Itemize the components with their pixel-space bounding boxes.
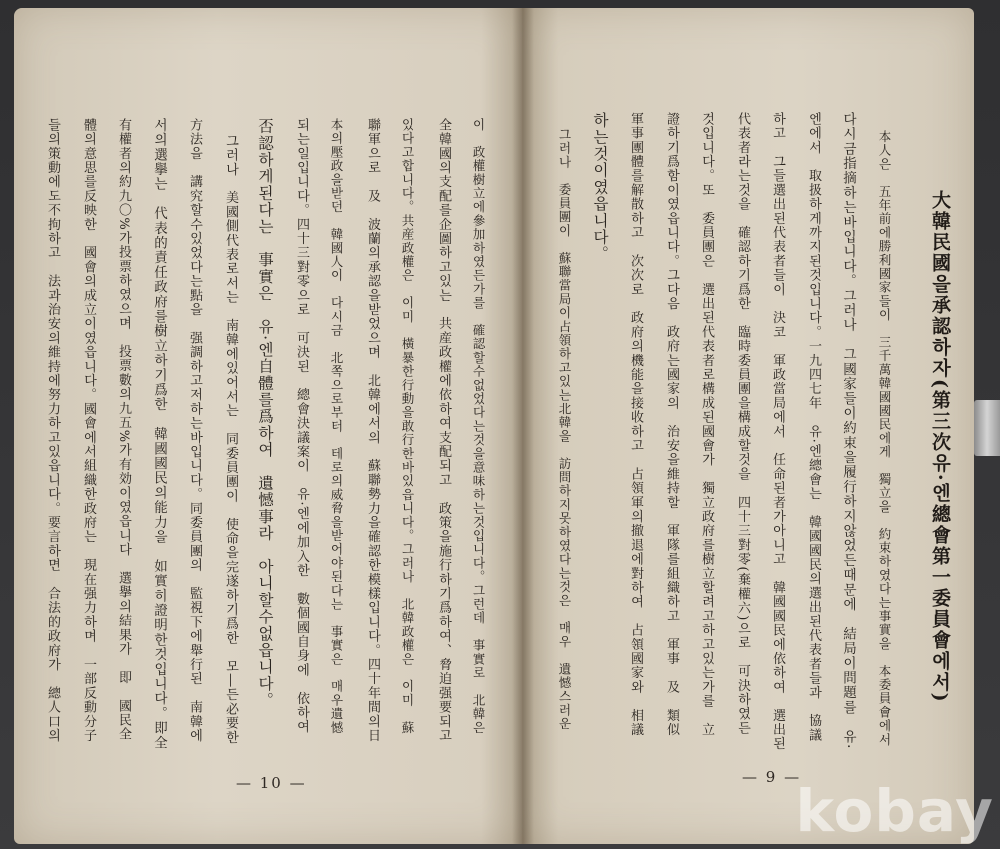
text-column: 全韓國의支配를企圖하고있는 共産政權에依하여支配되고 政策을施行하기爲하여、脅迫强要되고 [436,118,451,743]
text-column: 다시금指摘하는바입니다。그러나 그國家들이約束을履行하지않었든때문에 結局이問題를 유· [840,112,856,750]
metal-clip [974,400,1000,456]
text-column: 本의壓政을받던 韓國人이 다시금 北쪽으로부터 테로의威脅을받어야된다는 事實은 매우遺憾 [329,118,344,735]
text-column: 서의選擧는 代表的責任政府를樹立하기爲한 韓國國民의能力을 如實히證明한것입니다。即全 [151,118,167,751]
text-column: 있다고합니다。共産政權은 이미 橫暴한行動을敢行한바있읍니다。그러나 北韓政權은 이미 蘇 [400,118,415,735]
watermark-logo: kobay [795,777,994,845]
text-column: 엔에서 取扱하게까지된것입니다。一九四七年 유·엔總會는 韓國國民의選出된代表者들과 協議 [806,112,821,743]
text-column: 代表者라는것을 確認하기爲한 臨時委員團을構成할것을 四十三對零(棄權六)으로 可決하였든 [735,112,750,736]
text-column: 本人은 五年前에勝利國家들이 三千萬韓國國民에게 獨立을 約束하였다는事實을 本委員會에서 [877,130,892,747]
text-column: 들의策動에도不拘하고 法과治安의維持에努力하고있읍니다。要言하면 合法的政府가 總人口의 [45,118,60,743]
text-column: 그러나 委員團이 蘇聯當局이占領하고있는北韓을 訪問하지못하였다는것은 매우 遺憾스러운 [557,128,572,731]
page-number: — 9 — [742,768,802,786]
text-column: 有權者의約九〇%가投票하였으며 投票數의九五%가有効이였읍니다 選擧의結果가 即 國民全 [116,118,131,742]
text-column: 이 政權樹立에參加하였든가를 確認할수없었다는것을意味하는것입니다。그런데 事實로 北韓은 [471,118,486,735]
text-column: 그러나 美國側代表로서는 南韓에있어서는 同委員團이 使命을完遂하기爲한 모―든必要한 [223,134,238,745]
text-column: 하는것이였읍니다。 [591,112,609,263]
article-title: 大韓民國을承認하자(第三次유·엔總會第一委員會에서) [929,190,951,704]
text-column: 聯軍으로 及 波蘭의承認을받었으며 北韓에서의 蘇聯勢力을確認한模樣입니다。四十年間의日 [365,118,380,743]
text-column: 것입니다。또 委員團은 選出된代表者로構成된國會가 獨立政府를樹立할려고하고있는가를 立 [699,112,714,737]
text-column: 方法을 講究할수있었다는點을 强調하고저하는바입니다。同委員團의 監視下에舉行된 南韓에 [187,118,202,743]
text-column: 軍事團體를解散하고 次次로 政府의機能을接收하고 占領軍의撤退에對하여 占領國家와 相議 [628,112,643,737]
text-column: 否認하게된다는 事實은 유·엔自體를爲하여 遺憾事라 아니할수없읍니다。 [256,118,274,709]
text-column: 하고 그들選出된代表者들이 決코 軍政當局에서 任命된者가아니고 韓國國民에依하여 選出된 [770,112,785,751]
text-column: 體의意思를反映한 國會의成立이였읍니다。國會에서組織한政府는 現在强力하며 一部反動分子 [81,118,96,743]
text-column: 證하기爲함이였읍니다。그다음 政府는國家의 治安을維持할 軍隊를組織하고 軍事 及 類似 [664,112,679,737]
page-number: — 10 — [236,774,307,792]
text-column: 되는일입니다。四十三對零으로 可決된 總會決議案이 유·엔에加入한 數個國自身에 依하여 [294,118,309,734]
book-gutter [512,8,534,844]
